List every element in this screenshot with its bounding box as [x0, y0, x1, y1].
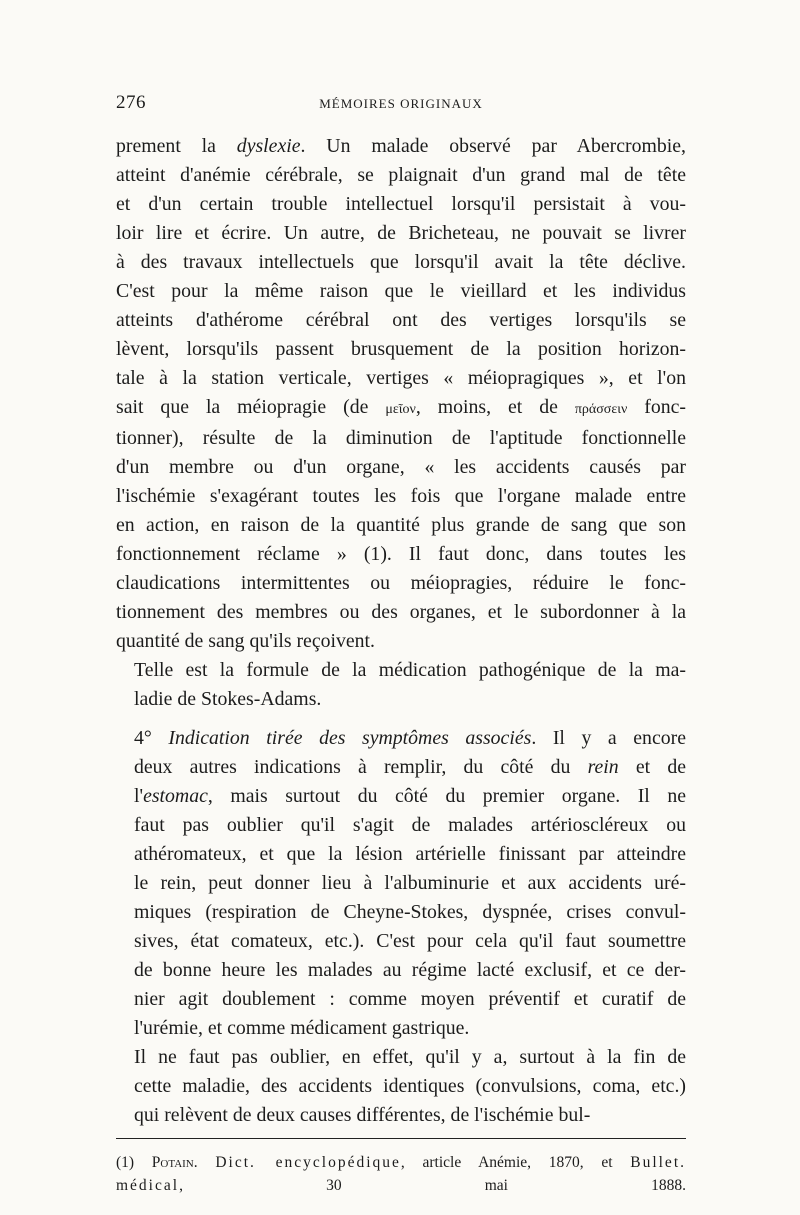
- paragraph: [116, 656, 686, 714]
- italic-term: Indication tirée des symptômes associés: [168, 727, 532, 749]
- text-line: 4° Indication tirée des symptômes associés. Il y a encore: [134, 727, 686, 749]
- spaced-title: Dict. encyclopédique: [215, 1154, 401, 1171]
- text-line: l'estomac, mais surtout du côté du premier organe. Il ne: [134, 785, 686, 807]
- text-line: l'urémie, et comme médicament gastrique.: [134, 1017, 470, 1039]
- italic-term: estomac: [143, 785, 208, 807]
- text-line: Il ne faut pas oublier, en effet, qu'il y a, surtout à la fin de: [134, 1046, 686, 1068]
- text-line: athéromateux, et que la lésion artérielle finissant par atteindre: [134, 843, 686, 865]
- text-line: miques (respiration de Cheyne-Stokes, dyspnée, crises convul-: [134, 901, 686, 923]
- footnote-rule: [116, 1138, 686, 1139]
- greek-word: μεῖον: [385, 402, 416, 417]
- text-line: deux autres indications à remplir, du côté du rein et de: [134, 756, 686, 778]
- text-line: prement la dyslexie. Un malade observé par Abercrombie,: [116, 135, 686, 157]
- body-text: [116, 132, 686, 1130]
- author-name: Potain: [151, 1154, 194, 1171]
- text-line: tionner), résulte de la diminution de l'aptitude fonctionnelle: [116, 427, 686, 449]
- text-line: cette maladie, des accidents identiques (convulsions, coma, etc.): [134, 1075, 686, 1097]
- text-line: en action, en raison de la quantité plus grande de sang que son: [116, 514, 686, 536]
- text-line: loir lire et écrire. Un autre, de Bricheteau, ne pouvait se livrer: [116, 222, 686, 244]
- paragraph: [116, 132, 686, 656]
- footnote-line: médical, 30 mai 1888.: [116, 1177, 686, 1194]
- text-line: tionnement des membres ou des organes, et le subordonner à la: [116, 601, 686, 623]
- text-line: d'un membre ou d'un organe, « les accidents causés par: [116, 456, 686, 478]
- page-number: 276: [116, 92, 146, 113]
- text-line: tale à la station verticale, vertiges « méiopragiques », et l'on: [116, 367, 686, 389]
- footnote: [116, 1151, 686, 1197]
- text-line: à des travaux intellectuels que lorsqu'il avait la tête déclive.: [116, 251, 686, 273]
- text-line: sives, état comateux, etc.). C'est pour cela qu'il faut soumettre: [134, 930, 686, 952]
- spaced-title: Bullet.: [630, 1154, 686, 1171]
- document-page: [116, 92, 686, 1197]
- text-line: sait que la méiopragie (de μεῖον, moins, et de πράσσειν fonc-: [116, 396, 687, 418]
- text-line: lèvent, lorsqu'ils passent brusquement de la position horizon-: [116, 338, 686, 360]
- text-line: quantité de sang qu'ils reçoivent.: [116, 630, 376, 652]
- text-line: et d'un certain trouble intellectuel lorsqu'il persistait à vou-: [116, 193, 686, 215]
- text-line: le rein, peut donner lieu à l'albuminurie et aux accidents uré-: [134, 872, 686, 894]
- text-line: atteint d'anémie cérébrale, se plaignait d'un grand mal de tête: [116, 164, 686, 186]
- footnote-line: (1) Potain. Dict. encyclopédique, article Anémie, 1870, et Bullet.: [116, 1154, 686, 1171]
- running-head: MÉMOIRES ORIGINAUX: [319, 96, 483, 111]
- text-line: qui relèvent de deux causes différentes, de l'ischémie bul-: [134, 1104, 591, 1126]
- page-header: [116, 92, 686, 118]
- text-line: ladie de Stokes-Adams.: [134, 688, 322, 710]
- italic-term: rein: [587, 756, 619, 778]
- text-line: C'est pour la même raison que le vieillard et les individus: [116, 280, 686, 302]
- text-line: l'ischémie s'exagérant toutes les fois que l'organe malade entre: [116, 485, 686, 507]
- paragraph: [116, 724, 686, 1043]
- text-line: faut pas oublier qu'il s'agit de malades artérioscléreux ou: [134, 814, 686, 836]
- text-line: de bonne heure les malades au régime lacté exclusif, et ce der-: [134, 959, 686, 981]
- greek-word: πράσσειν: [574, 402, 628, 417]
- text-line: fonctionnement réclame » (1). Il faut donc, dans toutes les: [116, 543, 686, 565]
- spaced-title: médical: [116, 1177, 180, 1194]
- italic-term: dyslexie: [236, 135, 301, 157]
- text-line: nier agit doublement : comme moyen préventif et curatif de: [134, 988, 686, 1010]
- text-line: Telle est la formule de la médication pathogénique de la ma-: [134, 659, 686, 681]
- text-line: claudications intermittentes ou méiopragies, réduire le fonc-: [116, 572, 686, 594]
- text-line: atteints d'athérome cérébral ont des vertiges lorsqu'ils se: [116, 309, 686, 331]
- paragraph: [116, 1043, 686, 1130]
